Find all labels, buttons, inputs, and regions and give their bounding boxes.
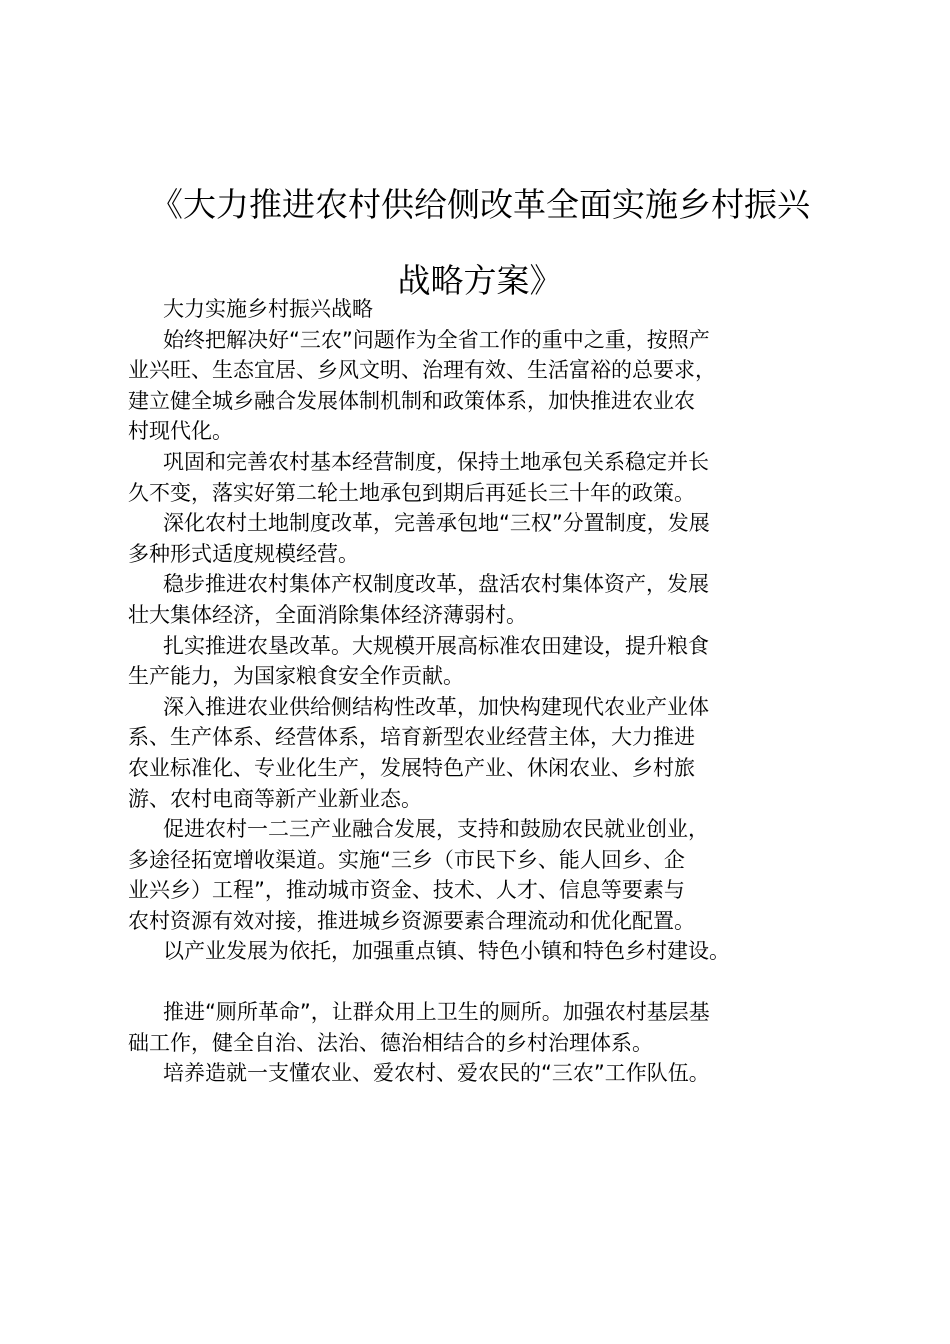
- paragraph: 稳步推进农村集体产权制度改革，盘活农村集体资产，发展 壮大集体经济，全面消除集体经济薄弱村。: [128, 572, 709, 627]
- paragraph: 扎实推进农垦改革。大规模开展高标准农田建设，提升粮食 生产能力，为国家粮食安全作贡献。: [128, 633, 709, 689]
- paragraph: 推进“厕所革命”，让群众用上卫生的厕所。加强农村基层基 础工作，健全自治、法治、德治相结合的乡村治理体系。: [128, 1000, 710, 1055]
- paragraph: 以产业发展为依托，加强重点镇、特色小镇和特色乡村建设。: [163, 939, 730, 964]
- paragraph: 促进农村一二三产业融合发展，支持和鼓励农民就业创业， 多途径拓宽增收渠道。实施“三乡（市民下乡、能人回乡、企 业兴乡）工程”，推动城市资金、技术、人才、信息等要素与 农村资源有效对接，推进城乡资源要素合理流动和优化配置。: [128, 817, 709, 933]
- paragraph: 深化农村土地制度改革，完善承包地“三权”分置制度，发展 多种形式适度规模经营。: [128, 511, 710, 566]
- paragraph: 始终把解决好“三农”问题作为全省工作的重中之重，按照产 业兴旺、生态宜居、乡风文明、治理有效、生活富裕的总要求， 建立健全城乡融合发展体制机制和政策体系，加快推进农业农 村现代化。: [128, 327, 716, 444]
- paragraph: 深入推进农业供给侧结构性改革，加快构建现代农业产业体 系、生产体系、经营体系，培育新型农业经营主体，大力推进 农业标准化、专业化生产，发展特色产业、休闲农业、乡村旅 游、农村电商等新产业新业态。: [128, 694, 709, 811]
- title-line-2: 战略方案》: [397, 261, 563, 300]
- document-body: [128, 294, 828, 1089]
- title-line-1: 《大力推进农村供给侧改革全面实施乡村振兴: [150, 185, 810, 224]
- paragraph-heading: 大力实施乡村振兴战略: [163, 297, 373, 321]
- paragraph: 培养造就一支懂农业、爱农村、爱农民的“三农”工作队伍。: [163, 1061, 710, 1086]
- paragraph: 巩固和完善农村基本经营制度，保持土地承包关系稳定并长 久不变，落实好第二轮土地承包到期后再延长三十年的政策。: [128, 449, 709, 505]
